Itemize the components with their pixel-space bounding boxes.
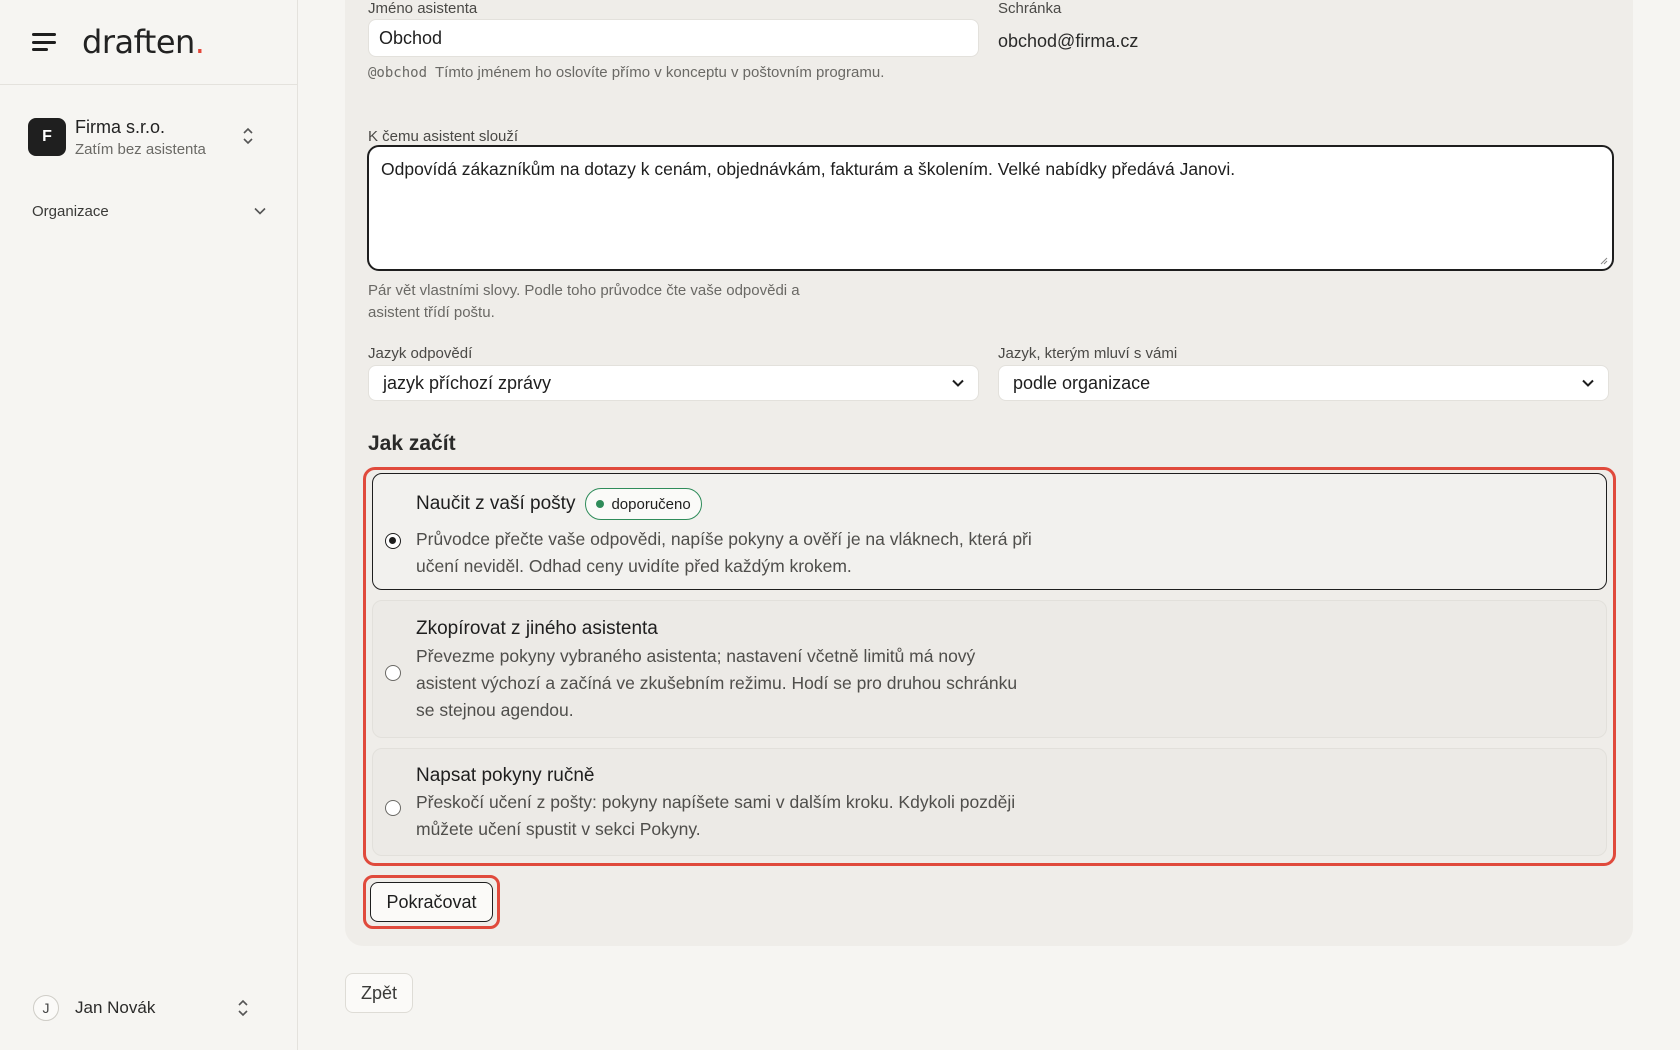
- reply-language-select[interactable]: jazyk příchozí zprávy: [368, 365, 979, 401]
- chevron-down-icon: [952, 378, 964, 388]
- option-title: Zkopírovat z jiného asistenta: [416, 618, 658, 639]
- resize-grip-icon[interactable]: [1598, 255, 1608, 265]
- sidebar-section-label: Organizace: [32, 202, 109, 220]
- assistant-name-input[interactable]: Obchod: [368, 19, 979, 57]
- option-write-manually[interactable]: [372, 748, 1607, 856]
- sidebar: [0, 0, 298, 1050]
- back-button[interactable]: Zpět: [345, 973, 413, 1013]
- status-dot-icon: [596, 500, 604, 508]
- assistant-handle: @obchod: [368, 65, 428, 81]
- start-options-group: [363, 467, 1616, 866]
- sidebar-header: [0, 0, 297, 85]
- option-description: Přeskočí učení z pošty: pokyny napíšete sami v dalším kroku. Kdykoli později můžete učení spustit v sekci Pokyny.: [416, 792, 1016, 839]
- option-copy-from-assistant[interactable]: [372, 600, 1607, 738]
- reply-language-label: Jazyk odpovědí: [368, 345, 473, 362]
- continue-button-highlight: [363, 875, 500, 929]
- org-subtitle: Zatím bez asistenta: [75, 140, 206, 158]
- purpose-label: K čemu asistent slouží: [368, 128, 519, 145]
- chevron-up-down-icon: [242, 125, 254, 147]
- option-title: Naučit z vaší pošty doporučeno: [416, 488, 702, 520]
- assistant-name-label: Jméno asistenta: [368, 0, 478, 17]
- org-name: Firma s.r.o.: [75, 116, 166, 137]
- assistant-name-hint: @obchod Tímto jménem ho oslovíte přímo v konceptu v poštovním programu.: [368, 64, 885, 81]
- sidebar-section-organizace[interactable]: [32, 198, 266, 224]
- chevron-down-icon: [1582, 378, 1594, 388]
- chevron-up-down-icon: [237, 997, 249, 1019]
- hamburger-menu-icon[interactable]: [32, 31, 58, 53]
- mailbox-label: Schránka: [998, 0, 1062, 17]
- radio-copy-from-assistant[interactable]: [385, 665, 401, 681]
- radio-learn-from-mail[interactable]: [385, 533, 401, 549]
- radio-write-manually[interactable]: [385, 800, 401, 816]
- purpose-textarea[interactable]: Odpovídá zákazníkům na dotazy k cenám, objednávkám, fakturám a školením. Velké nabídky předává Janovi.: [367, 145, 1614, 271]
- user-name: Jan Novák: [75, 998, 156, 1017]
- organization-switcher[interactable]: [28, 112, 274, 162]
- ui-language-label: Jazyk, kterým mluví s vámi: [998, 345, 1178, 362]
- option-learn-from-mail[interactable]: [372, 473, 1607, 590]
- org-avatar: F: [28, 118, 66, 156]
- avatar: J: [33, 995, 59, 1021]
- chevron-down-icon: [254, 207, 266, 215]
- app-logo[interactable]: draften.: [82, 23, 205, 61]
- purpose-hint: Pár vět vlastními slovy. Podle toho průvodce čte vaše odpovědi a asistent třídí poštu.: [368, 282, 800, 321]
- continue-button[interactable]: Pokračovat: [370, 882, 493, 922]
- ui-language-select[interactable]: podle organizace: [998, 365, 1609, 401]
- option-description: Převezme pokyny vybraného asistenta; nastavení včetně limitů má nový asistent výchozí a začíná ve zkušebním režimu. Hodí se pro druhou schránku se stejnou agendou.: [416, 646, 1018, 720]
- option-description: Průvodce přečte vaše odpovědi, napíše pokyny a ověří je na vláknech, která při učení neviděl. Odhad ceny uvidíte před každým krokem.: [416, 529, 1032, 576]
- mailbox-value: obchod@firma.cz: [998, 31, 1139, 51]
- recommended-badge: doporučeno: [585, 488, 701, 520]
- user-menu[interactable]: [33, 993, 269, 1023]
- start-section-title: Jak začít: [368, 432, 456, 455]
- option-title: Napsat pokyny ručně: [416, 765, 595, 786]
